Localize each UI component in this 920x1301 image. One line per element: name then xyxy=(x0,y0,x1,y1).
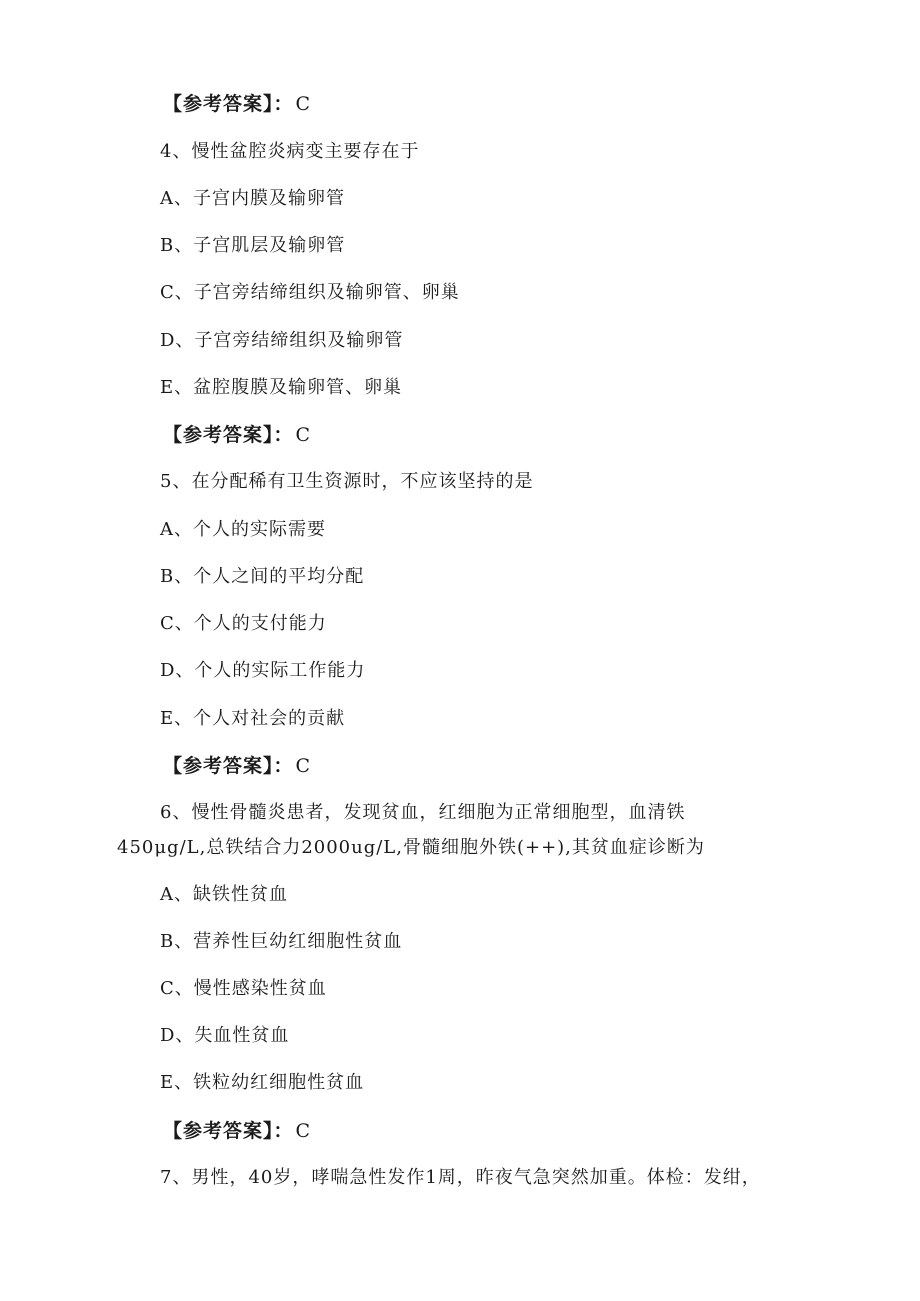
answer-value: C xyxy=(295,1120,312,1142)
option-c: C、慢性感染性贫血 xyxy=(160,978,327,999)
answer-value: C xyxy=(295,93,312,115)
answer-line xyxy=(163,1119,311,1143)
option-b: B、个人之间的平均分配 xyxy=(160,566,365,587)
answer-value: C xyxy=(295,424,312,446)
answer-line xyxy=(163,754,311,778)
option-a: A、个人的实际需要 xyxy=(160,519,326,540)
question-continuation: 450μg/L,总铁结合力2000ug/L,骨髓细胞外铁(++),其贫血症诊断为 xyxy=(117,837,705,858)
question-text: 7、男性，40岁，哮喘急性发作1周，昨夜气急突然加重。体检：发绀， xyxy=(160,1167,761,1188)
question-text: 5、在分配稀有卫生资源时，不应该坚持的是 xyxy=(160,471,534,492)
answer-label: 【参考答案】： xyxy=(163,1120,294,1142)
answer-line xyxy=(163,92,311,116)
option-b: B、子宫肌层及输卵管 xyxy=(160,235,346,256)
option-e: E、铁粒幼红细胞性贫血 xyxy=(160,1072,365,1093)
answer-line xyxy=(163,423,311,447)
option-e: E、个人对社会的贡献 xyxy=(160,708,346,729)
option-d: D、子宫旁结缔组织及输卵管 xyxy=(160,330,404,351)
question-text: 4、慢性盆腔炎病变主要存在于 xyxy=(160,141,420,162)
answer-label: 【参考答案】： xyxy=(163,424,294,446)
option-a: A、缺铁性贫血 xyxy=(160,884,288,905)
question-text: 6、慢性骨髓炎患者，发现贫血，红细胞为正常细胞型，血清铁 xyxy=(160,802,686,823)
option-d: D、失血性贫血 xyxy=(160,1025,290,1046)
option-c: C、个人的支付能力 xyxy=(160,613,327,634)
option-e: E、盆腔腹膜及输卵管、卵巢 xyxy=(160,377,403,398)
option-d: D、个人的实际工作能力 xyxy=(160,660,366,681)
option-b: B、营养性巨幼红细胞性贫血 xyxy=(160,931,403,952)
option-c: C、子宫旁结缔组织及输卵管、卵巢 xyxy=(160,282,460,303)
option-a: A、子宫内膜及输卵管 xyxy=(160,188,345,209)
answer-value: C xyxy=(295,755,312,777)
answer-label: 【参考答案】： xyxy=(163,93,294,115)
answer-label: 【参考答案】： xyxy=(163,755,294,777)
